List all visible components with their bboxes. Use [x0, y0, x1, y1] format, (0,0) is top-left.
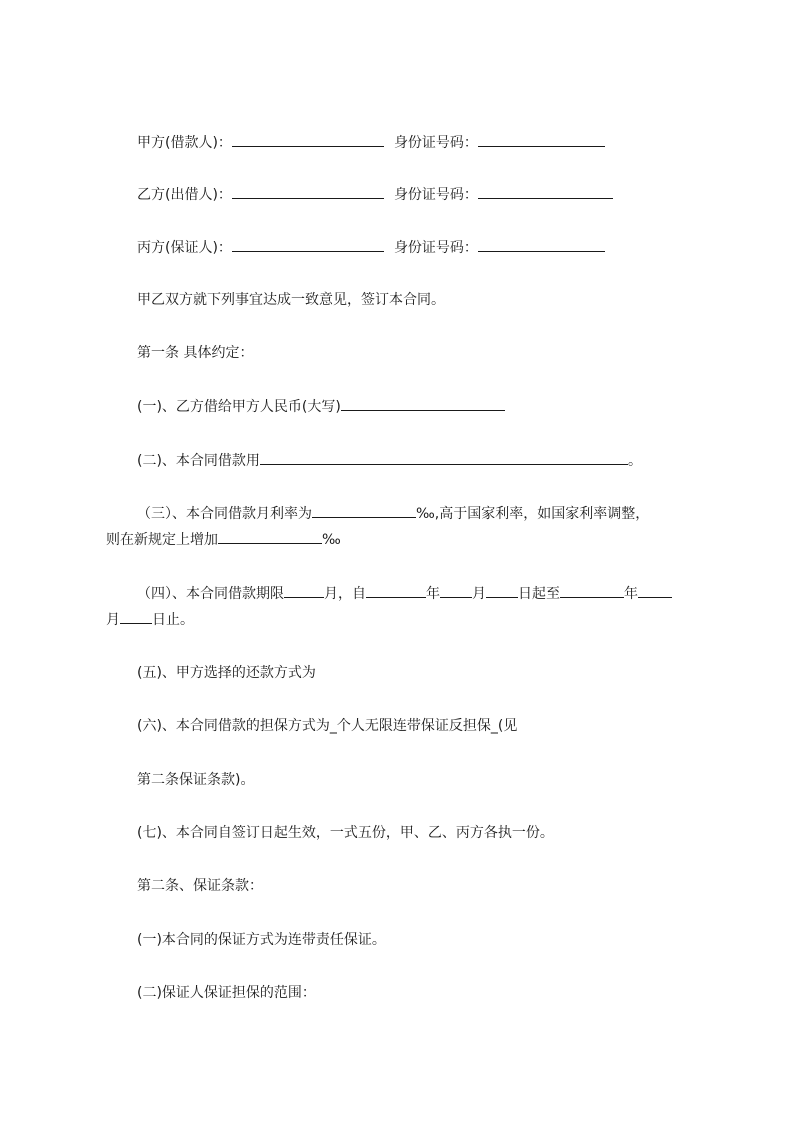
article2-item1: (一)本合同的保证方式为连带责任保证。	[137, 932, 386, 948]
guarantor-row	[137, 237, 605, 258]
item2-end: 。	[627, 453, 642, 469]
start-day-blank[interactable]	[486, 583, 518, 598]
purpose-blank[interactable]	[260, 450, 628, 465]
item1-text: (一)、乙方借给甲方人民币(大写)	[137, 399, 341, 415]
article1-item1	[137, 396, 505, 417]
item4-year-label: 年	[426, 586, 440, 602]
article1-item3-line1	[137, 503, 649, 524]
article1-item5: (五)、甲方选择的还款方式为	[137, 665, 316, 681]
item4-text-4: 日止。	[152, 612, 194, 628]
article1-item7: (七)、本合同自签订日起生效，一式五份，甲、乙、丙方各执一份。	[137, 825, 554, 841]
amount-blank[interactable]	[341, 396, 505, 411]
article2-title: 第二条、保证条款：	[137, 878, 263, 894]
borrower-name-blank[interactable]	[232, 132, 384, 147]
item4-text-3: 日起至	[518, 586, 560, 602]
guarantor-label: 丙方(保证人)：	[137, 240, 232, 256]
item4-text-2: 月，自	[324, 586, 366, 602]
item4-month-label-2: 月	[106, 612, 120, 628]
guarantor-id-blank[interactable]	[478, 237, 605, 252]
article1-item3-line2	[106, 529, 341, 550]
item2-text: (二)、本合同借款用	[137, 453, 260, 469]
article1-item6-line1: (六)、本合同借款的担保方式为_个人无限连带保证反担保_(见	[137, 718, 518, 734]
term-months-blank[interactable]	[284, 583, 324, 598]
guarantor-name-blank[interactable]	[232, 237, 384, 252]
borrower-row	[137, 132, 605, 153]
end-day-blank[interactable]	[120, 609, 152, 624]
borrower-id-blank[interactable]	[478, 132, 605, 147]
article1-title: 第一条 具体约定：	[137, 345, 254, 361]
borrower-id-label: 身份证号码：	[393, 135, 478, 151]
lender-id-label: 身份证号码：	[393, 187, 478, 203]
end-month-blank-part[interactable]	[638, 583, 672, 598]
start-year-blank[interactable]	[366, 583, 426, 598]
guarantor-id-label: 身份证号码：	[393, 240, 478, 256]
item4-year-label-2: 年	[624, 586, 638, 602]
start-month-blank[interactable]	[440, 583, 472, 598]
lender-name-blank[interactable]	[232, 184, 384, 199]
article1-item4-line2	[106, 609, 194, 630]
borrower-label: 甲方(借款人)：	[137, 135, 232, 151]
lender-label: 乙方(出借人)：	[137, 187, 232, 203]
monthly-rate-blank[interactable]	[312, 503, 416, 518]
intro-paragraph: 甲乙双方就下列事宜达成一致意见，签订本合同。	[137, 292, 445, 308]
item4-month-label: 月	[472, 586, 486, 602]
end-year-blank[interactable]	[560, 583, 624, 598]
item4-text: （四）、本合同借款期限	[137, 586, 284, 602]
item3-text-4: ‰	[322, 532, 341, 548]
article1-item2	[137, 450, 642, 471]
item3-text: （三）、本合同借款月利率为	[137, 506, 312, 522]
article1-item4-line1	[137, 583, 672, 604]
rate-increase-blank[interactable]	[218, 529, 322, 544]
lender-id-blank[interactable]	[478, 184, 613, 199]
article2-item2: (二)保证人保证担保的范围：	[137, 985, 316, 1001]
item3-text-2: ‰,高于国家利率，如国家利率调整，	[416, 506, 650, 522]
item3-text-3: 则在新规定上增加	[106, 532, 218, 548]
article1-item6-line2: 第二条保证条款)。	[137, 772, 255, 788]
lender-row	[137, 184, 613, 205]
